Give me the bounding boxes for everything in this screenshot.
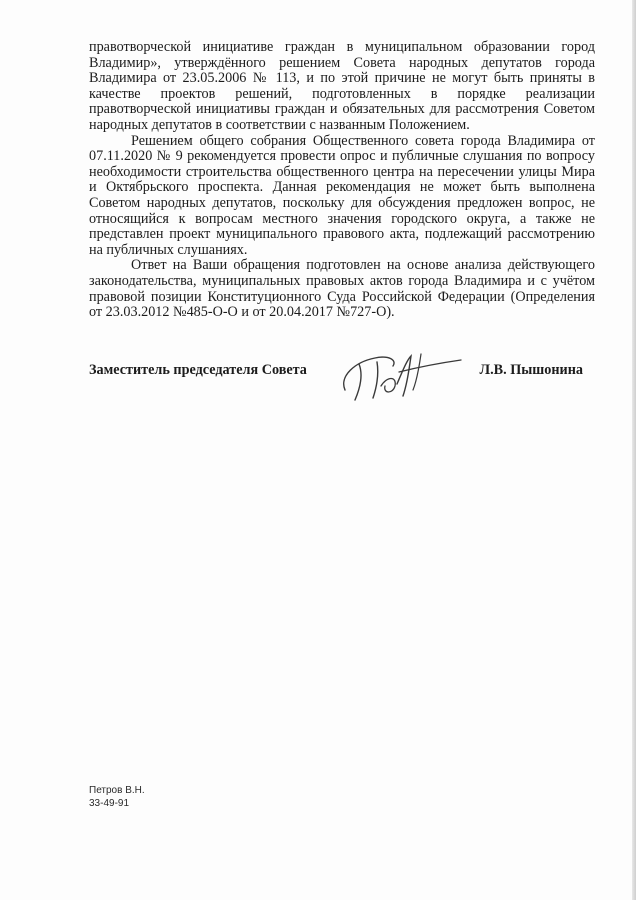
signatory-title: Заместитель председателя Совета: [89, 362, 307, 378]
scan-edge: [632, 0, 636, 900]
handwritten-signature-icon: [337, 346, 467, 406]
letter-body: [89, 40, 595, 321]
paragraph-3: Ответ на Ваши обращения подготовлен на основе анализа действующего законодательства, муниципальных правовых актов города Владимира и с учётом правовой позиции Конституционного Суда Российской Федерации (Определения от 23.03.2012 №485-О-О и от 20.04.2017 №727-О).: [89, 257, 595, 321]
executor-name: Петров В.Н.: [89, 785, 145, 796]
signature-block: [89, 360, 595, 400]
executor-info: [89, 784, 145, 810]
paragraph-1: правотворческой инициативе граждан в муниципальном образовании город Владимир», утверждённого решением Совета народных депутатов города Владимира от 23.05.2006 № 113, и по этой причине не могут быть приняты в качестве проектов решений, подготовленных в порядке реализации правотворческой инициативы граждан и обязательных для рассмотрения Советом народных депутатов в соответствии с названным Положением.: [89, 39, 595, 133]
executor-phone: 33-49-91: [89, 798, 130, 809]
paragraph-2: Решением общего собрания Общественного совета города Владимира от 07.11.2020 № 9 рекомендуется провести опрос и публичные слушания по вопросу необходимости строительства общественного центра на пересечении улицы Мира и Октябрьского проспекта. Данная рекомендация не может быть выполнена Советом народных депутатов, поскольку для обсуждения предложен вопрос, не относящийся к вопросам местного значения городского округа, а также не представлен проект муниципального правового акта, подлежащий рассмотрению на публичных слушаниях.: [89, 132, 595, 258]
signatory-name: Л.В. Пышонина: [479, 362, 583, 378]
